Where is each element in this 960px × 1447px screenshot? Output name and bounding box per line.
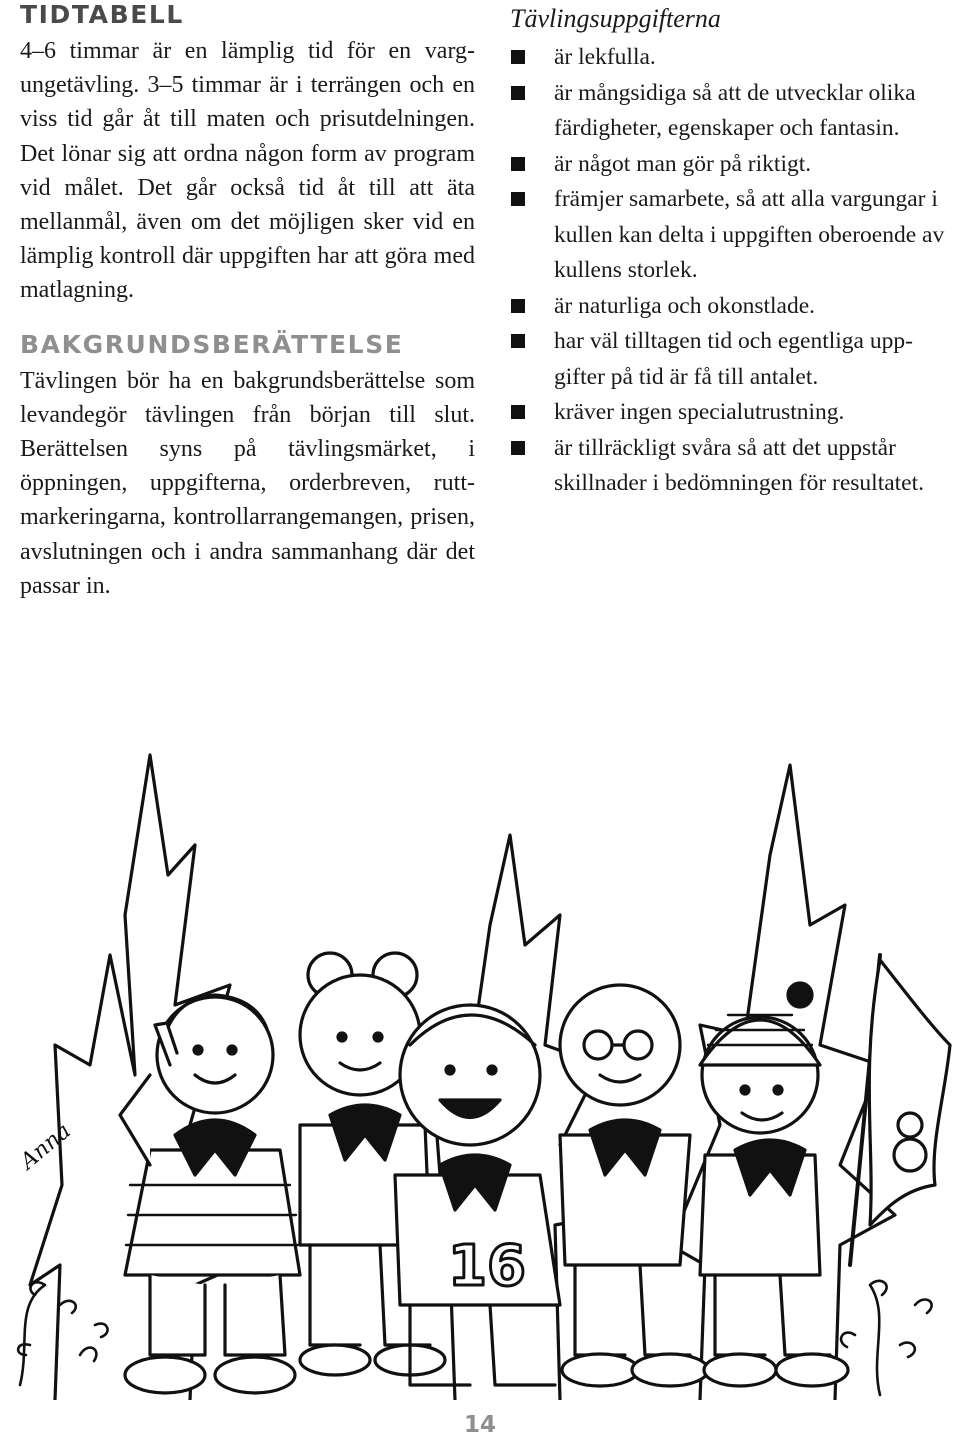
right-column — [510, 0, 955, 502]
square-bullet-icon — [511, 50, 525, 64]
bush-right — [841, 1281, 932, 1395]
shirt-number: 16 — [448, 1234, 526, 1299]
square-bullet-icon — [511, 157, 525, 171]
task-list-title: Tävlingsuppgifterna — [510, 4, 721, 33]
list-item: har väl tilltagen tid och egentliga uppgifter på tid är få till antalet. — [510, 324, 955, 395]
flag — [869, 960, 950, 1225]
square-bullet-icon — [511, 299, 525, 313]
square-bullet-icon — [511, 334, 525, 348]
heading-tidtabell: TIDTABELL — [20, 0, 184, 29]
kid-figure — [395, 1005, 560, 1385]
kid-figure — [120, 995, 300, 1393]
kid-figure — [300, 953, 445, 1375]
list-item: är tillräckligt svåra så att det uppstår skillnader i bedömningen för resultatet. — [510, 431, 955, 502]
list-item: är lekfulla. — [510, 40, 955, 76]
kid-figure — [560, 985, 708, 1386]
square-bullet-icon — [511, 405, 525, 419]
task-list — [510, 40, 955, 502]
square-bullet-icon — [511, 441, 525, 455]
list-item: är mångsidiga så att de utvecklar olika färdigheter, egenskaper och fantasin. — [510, 76, 955, 147]
page-number: 14 — [463, 1412, 496, 1438]
list-item: kräver ingen specialutrustning. — [510, 395, 955, 431]
square-bullet-icon — [511, 86, 525, 100]
list-item: är naturliga och okonstlade. — [510, 289, 955, 325]
list-item: är något man gör på riktigt. — [510, 147, 955, 183]
paragraph-bakgrundsberattelse: Tävlingen bör ha en bakgrundsberättelse som levandegör tävlingen från början till slut. Berättelsen syns på tävlingsmärket, i öppningen, uppgifterna, orderbreven, ruttmarkeringarna, kontrollarrangemangen, prisen, avslutningen och i andra sammanhang där det passar in. — [20, 367, 475, 599]
square-bullet-icon — [511, 192, 525, 206]
bush-left — [18, 1282, 107, 1385]
paragraph-tidtabell: 4–6 timmar är en lämplig tid för en vargungetävling. 3–5 timmar är i terrängen och en viss tid går åt till maten och prisutdelningen. Det lönar sig att ordna någon form av program vid målet. Det går också tid åt till att äta mellanmål, även om det möjligen sker vid en lämplig kontroll där uppgiften har att göra med matlagning. — [20, 38, 475, 304]
cub-scouts-illustration — [0, 745, 960, 1400]
heading-bakgrundsberattelse: BAKGRUNDSBERÄTTELSE — [20, 329, 404, 359]
artist-signature: Anna — [15, 1118, 76, 1175]
list-item: främjer samarbete, så att alla vargungar i kullen kan delta i uppgiften oberoende av kullens storlek. — [510, 182, 955, 289]
left-column — [20, 0, 475, 603]
